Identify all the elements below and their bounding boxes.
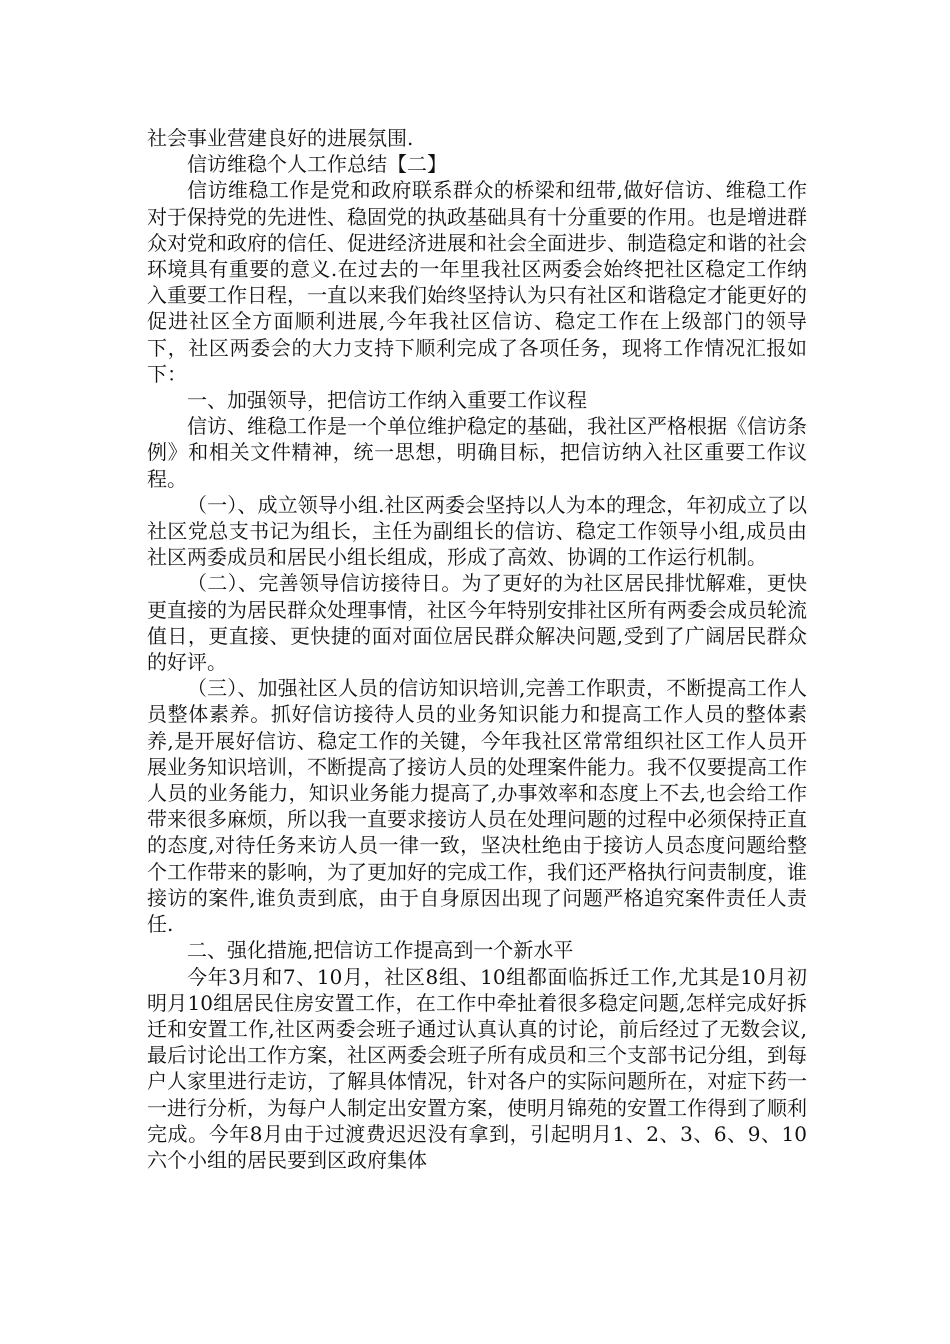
heading-strengthen-measures: 二、强化措施,把信访工作提高到一个新水平 bbox=[187, 938, 574, 963]
heading-strengthen-leadership: 一、加强领导，把信访工作纳入重要工作议程 bbox=[187, 388, 587, 413]
paragraph-item-two: （二）、完善领导信访接待日。为了更好的为社区居民排忧解难，更快更直接的为居民群众处理事情，社区今年特别安排社区所有两委会成员轮流值日，更直接、更快捷的面对面位居民群众解决问题,受到了广阔居民群众的好评。 bbox=[147, 571, 807, 675]
paragraph-leadership-basis: 信访、维稳工作是一个单位维护稳定的基础，我社区严格根据《信访条例》和相关文件精神，统一思想，明确目标，把信访纳入社区重要工作议程。 bbox=[147, 414, 807, 491]
section-title-summary-two: 信访维稳个人工作总结【二】 bbox=[187, 152, 447, 177]
paragraph-item-three: （三）、加强社区人员的信访知识培训,完善工作职责，不断提高工作人员整体素养。抓好信访接待人员的业务知识能力和提高工作人员的整体素养,是开展好信访、稳定工作的关键，今年我社区常常组织社区工作人员开展业务知识培训，不断提高了接访人员的处理案件能力。我不仅要提高工作人员的业务能力，知识业务能力提高了,办事效率和态度上不去,也会给工作带来很多麻烦，所以我一直要求接访人员在处理问题的过程中必须保持正直的态度,对待任务来访人员一律一致，坚决杜绝由于接访人员态度问题给整个工作带来的影响，为了更加好的完成工作，我们还严格执行问责制度，谁接访的案件,谁负责到底，由于自身原因出现了问题严格追究案件责任人责任. bbox=[147, 676, 807, 937]
document-body bbox=[147, 125, 807, 1173]
paragraph-item-one: （一）、成立领导小组.社区两委会坚持以人为本的理念，年初成立了以社区党总支书记为组长，主任为副组长的信访、稳定工作领导小组,成员由社区两委成员和居民小组长组成，形成了高效、协调的工作运行机制。 bbox=[147, 492, 807, 570]
paragraph-relocation-work: 今年3月和7、10月，社区8组、10组都面临拆迁工作,尤其是10月初明月10组居民住房安置工作，在工作中牵扯着很多稳定问题,怎样完成好拆迁和安置工作,社区两委会班子通过认真认真的讨论，前后经过了无数会议,最后讨论出工作方案，社区两委会班子所有成员和三个支部书记分组，到每户人家里进行走访，了解具体情况，针对各户的实际问题所在，对症下药一一进行分析，为每户人制定出安置方案，使明月锦苑的安置工作得到了顺利完成。今年8月由于过渡费迟迟没有拿到，引起明月1、2、3、6、9、10六个小组的居民要到区政府集体 bbox=[147, 964, 807, 1172]
paragraph-intro: 信访维稳工作是党和政府联系群众的桥梁和纽带,做好信访、维稳工作对于保持党的先进性、稳固党的执政基础具有十分重要的作用。也是增进群众对党和政府的信任、促进经济进展和社会全面进步、制造稳定和谐的社会环境具有重要的意义.在过去的一年里我社区两委会始终把社区稳定工作纳入重要工作日程，一直以来我们始终坚持认为只有社区和谐稳定才能更好的促进社区全方面顺利进展,今年我社区信访、稳定工作在上级部门的领导下，社区两委会的大力支持下顺利完成了各项任务，现将工作情况汇报如下： bbox=[147, 178, 807, 386]
paragraph-closing-line: 社会事业营建良好的进展氛围. bbox=[147, 126, 414, 150]
